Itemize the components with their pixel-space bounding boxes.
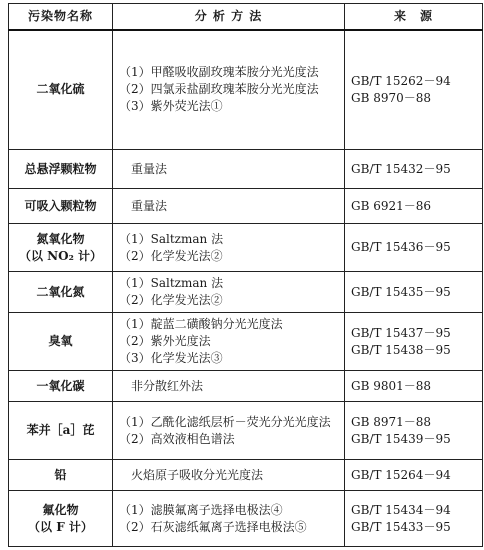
method-line: （1）靛蓝二磺酸钠分光光度法 <box>119 317 283 332</box>
pollutant-name: 二氧化硫 <box>36 82 85 97</box>
source-standard: GB 8970－88 <box>351 90 432 105</box>
table-row <box>9 149 483 188</box>
method-line: （3）紫外荧光法① <box>119 99 223 114</box>
pollutant-name: 可吸入颗粒物 <box>24 198 97 213</box>
source-standard: GB 8971－88 <box>351 414 432 429</box>
pollutant-cell <box>9 149 113 188</box>
method-cell <box>113 313 345 371</box>
pollutant-cell <box>9 402 113 460</box>
method-line: （1）滤膜氟离子选择电极法④ <box>119 502 283 517</box>
method-cell <box>113 30 345 150</box>
pollutant-methods-table <box>8 3 483 547</box>
source-cell <box>345 460 483 491</box>
pollutant-name: 二氧化氮 <box>36 284 85 299</box>
table-header-row <box>9 4 483 30</box>
source-cell <box>345 224 483 272</box>
method-cell <box>113 460 345 491</box>
source-cell <box>345 189 483 224</box>
pollutant-cell <box>9 224 113 272</box>
method-cell <box>113 271 345 312</box>
pollutant-name: 铅 <box>54 467 67 482</box>
method-line: （2）化学发光法② <box>119 248 223 263</box>
source-standard: GB/T 15433－95 <box>351 519 451 534</box>
source-cell <box>345 491 483 547</box>
pollutant-name: 氮氧化物 <box>36 231 85 246</box>
source-cell <box>345 271 483 312</box>
table-body <box>9 30 483 547</box>
method-line: 重量法 <box>131 198 168 213</box>
source-standard: GB/T 15262－94 <box>351 73 451 88</box>
pollutant-name: 苯并［a］芘 <box>26 423 95 438</box>
pollutant-cell <box>9 371 113 402</box>
method-line: （2）石灰滤纸氟离子选择电极法⑤ <box>119 519 307 534</box>
pollutant-cell <box>9 313 113 371</box>
method-line: （3）化学发光法③ <box>119 351 223 366</box>
header-method: 分 析 方 法 <box>113 4 345 30</box>
pollutant-cell <box>9 271 113 312</box>
method-line: （2）高效液相色谱法 <box>119 431 235 446</box>
source-standard: GB/T 15435－95 <box>351 284 451 299</box>
table-row <box>9 491 483 547</box>
source-cell <box>345 371 483 402</box>
header-source: 来 源 <box>345 4 483 30</box>
method-cell <box>113 371 345 402</box>
pollutant-name: 臭氧 <box>48 334 73 349</box>
header-pollutant: 污染物名称 <box>9 4 113 30</box>
pollutant-name: （以 F 计） <box>28 519 93 534</box>
pollutant-cell <box>9 491 113 547</box>
table-row <box>9 271 483 312</box>
pollutant-name: 总悬浮颗粒物 <box>24 161 97 176</box>
table-row <box>9 189 483 224</box>
source-standard: GB/T 15439－95 <box>351 431 451 446</box>
pollutant-cell <box>9 460 113 491</box>
table-row <box>9 371 483 402</box>
table-row <box>9 224 483 272</box>
method-cell <box>113 189 345 224</box>
pollutant-name: 氟化物 <box>42 502 79 517</box>
method-line: 火焰原子吸收分光光度法 <box>131 467 264 482</box>
source-standard: GB/T 15264－94 <box>351 467 451 482</box>
source-cell <box>345 149 483 188</box>
method-line: （1）Saltzman 法 <box>119 276 224 291</box>
method-line: （1）乙酰化滤纸层析－荧光分光光度法 <box>119 414 331 429</box>
method-line: （2）化学发光法② <box>119 293 223 308</box>
method-line: （2）四氯汞盐副玫瑰苯胺分光光度法 <box>119 82 319 97</box>
source-standard: GB/T 15438－95 <box>351 342 451 357</box>
method-cell <box>113 402 345 460</box>
table-row <box>9 402 483 460</box>
method-line: （1）甲醛吸收副玫瑰苯胺分光光度法 <box>119 65 319 80</box>
pollutant-cell <box>9 30 113 150</box>
table-row <box>9 30 483 150</box>
pollutant-cell <box>9 189 113 224</box>
method-line: 重量法 <box>131 161 168 176</box>
table-row <box>9 460 483 491</box>
method-line: 非分散红外法 <box>131 378 204 393</box>
method-line: （2）紫外光度法 <box>119 334 211 349</box>
pollutant-name: 一氧化碳 <box>36 378 85 393</box>
source-cell <box>345 30 483 150</box>
source-standard: GB/T 15434－94 <box>351 502 451 517</box>
table-row <box>9 313 483 371</box>
method-cell <box>113 224 345 272</box>
source-standard: GB/T 15437－95 <box>351 325 451 340</box>
pollutant-name: （以 NO₂ 计） <box>18 248 103 263</box>
method-cell <box>113 491 345 547</box>
source-standard: GB 9801－88 <box>351 378 432 393</box>
source-standard: GB/T 15432－95 <box>351 161 451 176</box>
source-cell <box>345 402 483 460</box>
method-line: （1）Saltzman 法 <box>119 231 224 246</box>
source-standard: GB/T 15436－95 <box>351 240 451 255</box>
source-cell <box>345 313 483 371</box>
source-standard: GB 6921－86 <box>351 198 432 213</box>
method-cell <box>113 149 345 188</box>
